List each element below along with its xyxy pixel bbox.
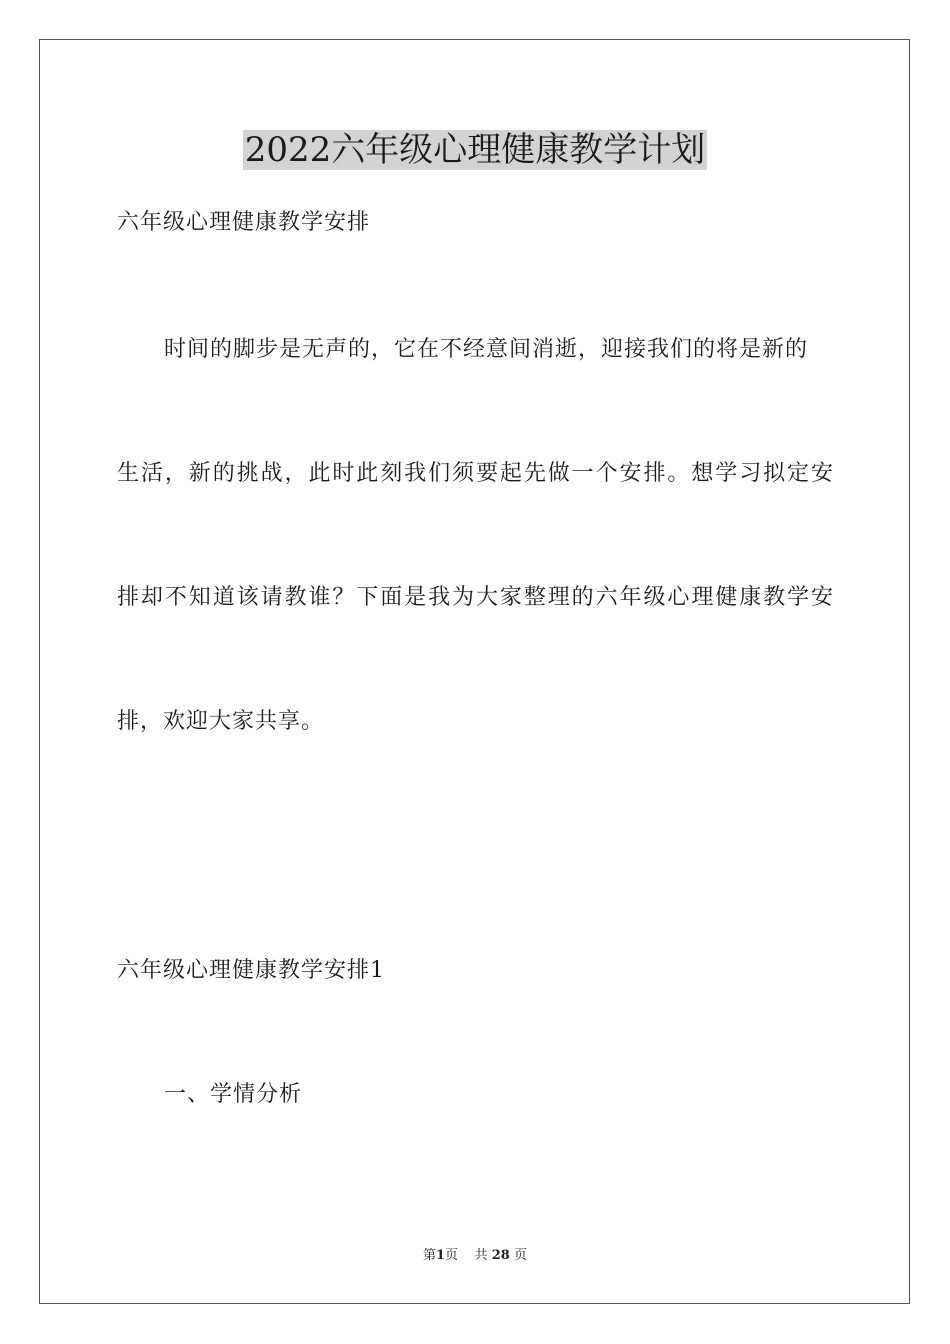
intro-line-4: 排，欢迎大家共享。 xyxy=(117,709,325,734)
page-footer xyxy=(0,1247,950,1265)
footer-page-suffix: 页 xyxy=(445,1248,459,1263)
footer-page-number: 1 xyxy=(436,1248,446,1263)
document-title xyxy=(0,128,950,172)
subsection-heading: 一、学情分析 xyxy=(164,1082,303,1107)
footer-total-pages: 28 xyxy=(491,1248,510,1263)
document-title-text: 2022六年级心理健康教学计划 xyxy=(244,130,706,170)
footer-total-suffix: 页 xyxy=(513,1248,527,1263)
document-subtitle: 六年级心理健康教学安排 xyxy=(117,210,371,235)
footer-page-prefix: 第 xyxy=(422,1248,436,1263)
intro-line-1: 时间的脚步是无声的，它在不经意间消逝，迎接我们的将是新的 xyxy=(164,337,809,362)
intro-line-3: 排却不知道该请教谁？下面是我为大家整理的六年级心理健康教学安 xyxy=(117,585,833,610)
intro-line-2: 生活，新的挑战，此时此刻我们须要起先做一个安排。想学习拟定安 xyxy=(117,461,833,486)
footer-total-prefix: 共 xyxy=(474,1248,488,1263)
section-heading: 六年级心理健康教学安排1 xyxy=(117,958,385,983)
